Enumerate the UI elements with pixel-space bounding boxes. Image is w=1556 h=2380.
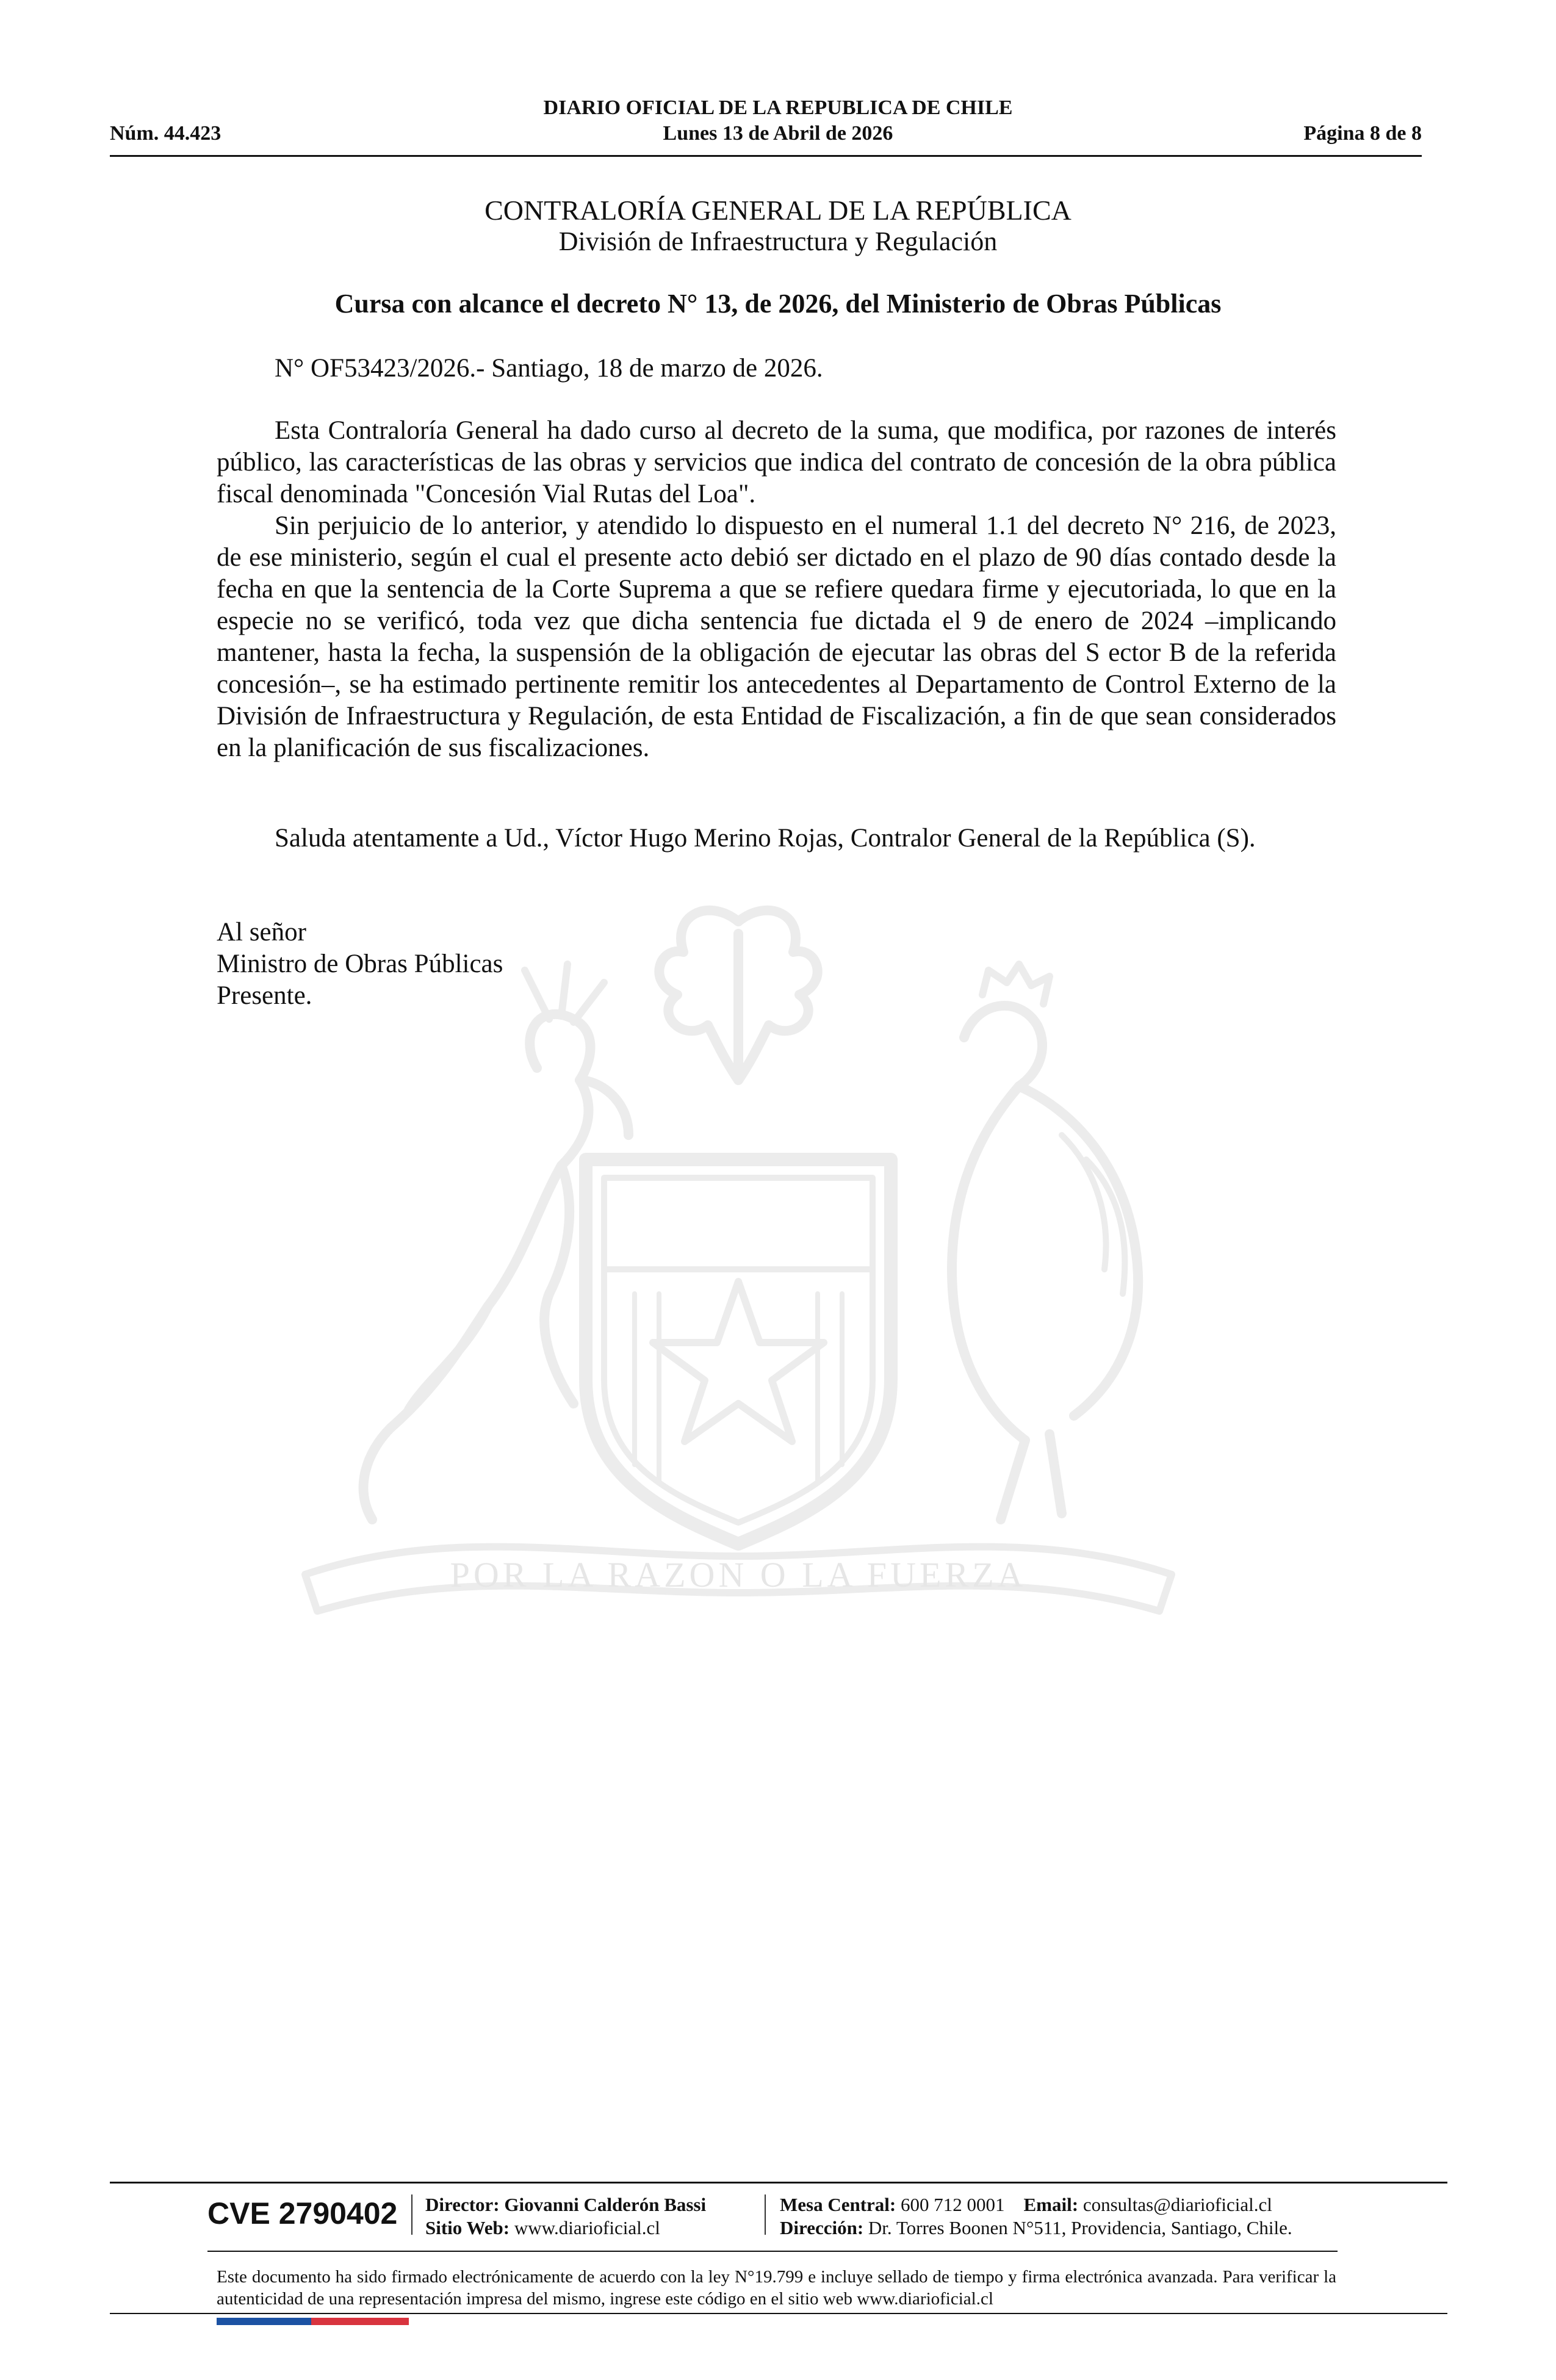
- footer-separator: [411, 2194, 412, 2235]
- footer-separator: [765, 2194, 766, 2235]
- footer-top-rule: [110, 2182, 1447, 2183]
- address-label: Dirección:: [780, 2217, 864, 2238]
- reference-text: N° OF53423/2026.- Santiago, 18 de marzo de 2026.: [275, 354, 823, 383]
- email-value[interactable]: consultas@diarioficial.cl: [1082, 2194, 1272, 2215]
- website-label: Sitio Web:: [425, 2217, 510, 2238]
- footer-director-column: [425, 2193, 706, 2240]
- document-title: Cursa con alcance el decreto N° 13, de 2026, del Ministerio de Obras Públicas: [334, 289, 1222, 319]
- email-label: Email:: [1023, 2194, 1079, 2215]
- body-text: [217, 415, 1336, 764]
- footer-bottom-rule: [110, 2313, 1447, 2314]
- addressee-block: [217, 917, 949, 1012]
- paragraph-2: Sin perjuicio de lo anterior, y atendido lo dispuesto en el numeral 1.1 del decreto N° 216, de 2023, de ese ministerio, según el cual el presente acto debió ser dictado en el plazo de 90 días contado desde la fecha en que la sentencia de la Corte Suprema a que se refiere quedara firme y ejecutoriada, lo que en la especie no se verificó, toda vez que dicha sentencia fue dictada el 9 de enero de 2024 –implicando mantener, hasta la fecha, la suspensión de la obligación de ejecutar las obras del S ector B de la referida concesión–, se ha estimado pertinente remitir los antecedentes al Departamento de Control Externo de la División de Infraestructura y Regulación, de esta Entidad de Fiscalización, a fin de que sean considerados en la planificación de sus fiscalizaciones.: [217, 511, 1336, 762]
- website-value[interactable]: www.diarioficial.cl: [514, 2217, 660, 2238]
- phone-label: Mesa Central:: [780, 2194, 896, 2215]
- page-number: Página 8 de 8: [1303, 122, 1422, 145]
- director-label: Director:: [425, 2194, 500, 2215]
- paragraph-1: Esta Contraloría General ha dado curso al decreto de la suma, que modifica, por razones de interés público, las características de las obras y servicios que indica del contrato de concesión de la obra pública fiscal denominada "Concesión Vial Rutas del Loa".: [217, 416, 1336, 508]
- addressee-line-3: Presente.: [217, 981, 312, 1010]
- closing-block: [217, 823, 1336, 854]
- legal-notice: Este documento ha sido firmado electrónicamente de acuerdo con la ley N°19.799 e incluye sellado de tiempo y firma electrónica avanzada. Para verificar la autenticidad de una representación impresa del mismo, ingrese este código en el sitio web www.diarioficial.cl: [217, 2267, 1336, 2309]
- closing-text: Saluda atentamente a Ud., Víctor Hugo Merino Rojas, Contralor General de la República (S).: [275, 824, 1256, 853]
- addressee-line-2: Ministro de Obras Públicas: [217, 950, 503, 978]
- footer-mid-rule: [207, 2251, 1338, 2252]
- footer-contact-column: [780, 2193, 1292, 2240]
- cve-code: CVE 2790402: [207, 2196, 398, 2230]
- director-value: Giovanni Calderón Bassi: [504, 2194, 707, 2215]
- phone-value: 600 712 0001: [901, 2194, 1005, 2215]
- address-value: Dr. Torres Boonen N°511, Providencia, Santiago, Chile.: [868, 2217, 1292, 2238]
- watermark-motto: POR LA RAZON O LA FUERZA: [450, 1555, 1027, 1595]
- publication-name: DIARIO OFICIAL DE LA REPUBLICA DE CHILE: [543, 96, 1013, 119]
- issuer-division: División de Infraestructura y Regulación: [558, 226, 998, 256]
- flag-stripe-red: [311, 2318, 409, 2325]
- reference-line: [217, 353, 1336, 384]
- header-divider: [110, 155, 1422, 157]
- issue-number: Núm. 44.423: [110, 122, 222, 145]
- flag-stripe-blue: [217, 2318, 311, 2325]
- issue-date: Lunes 13 de Abril de 2026: [663, 122, 893, 145]
- addressee-line-1: Al señor: [217, 918, 306, 947]
- issuer-name: CONTRALORÍA GENERAL DE LA REPÚBLICA: [484, 195, 1072, 226]
